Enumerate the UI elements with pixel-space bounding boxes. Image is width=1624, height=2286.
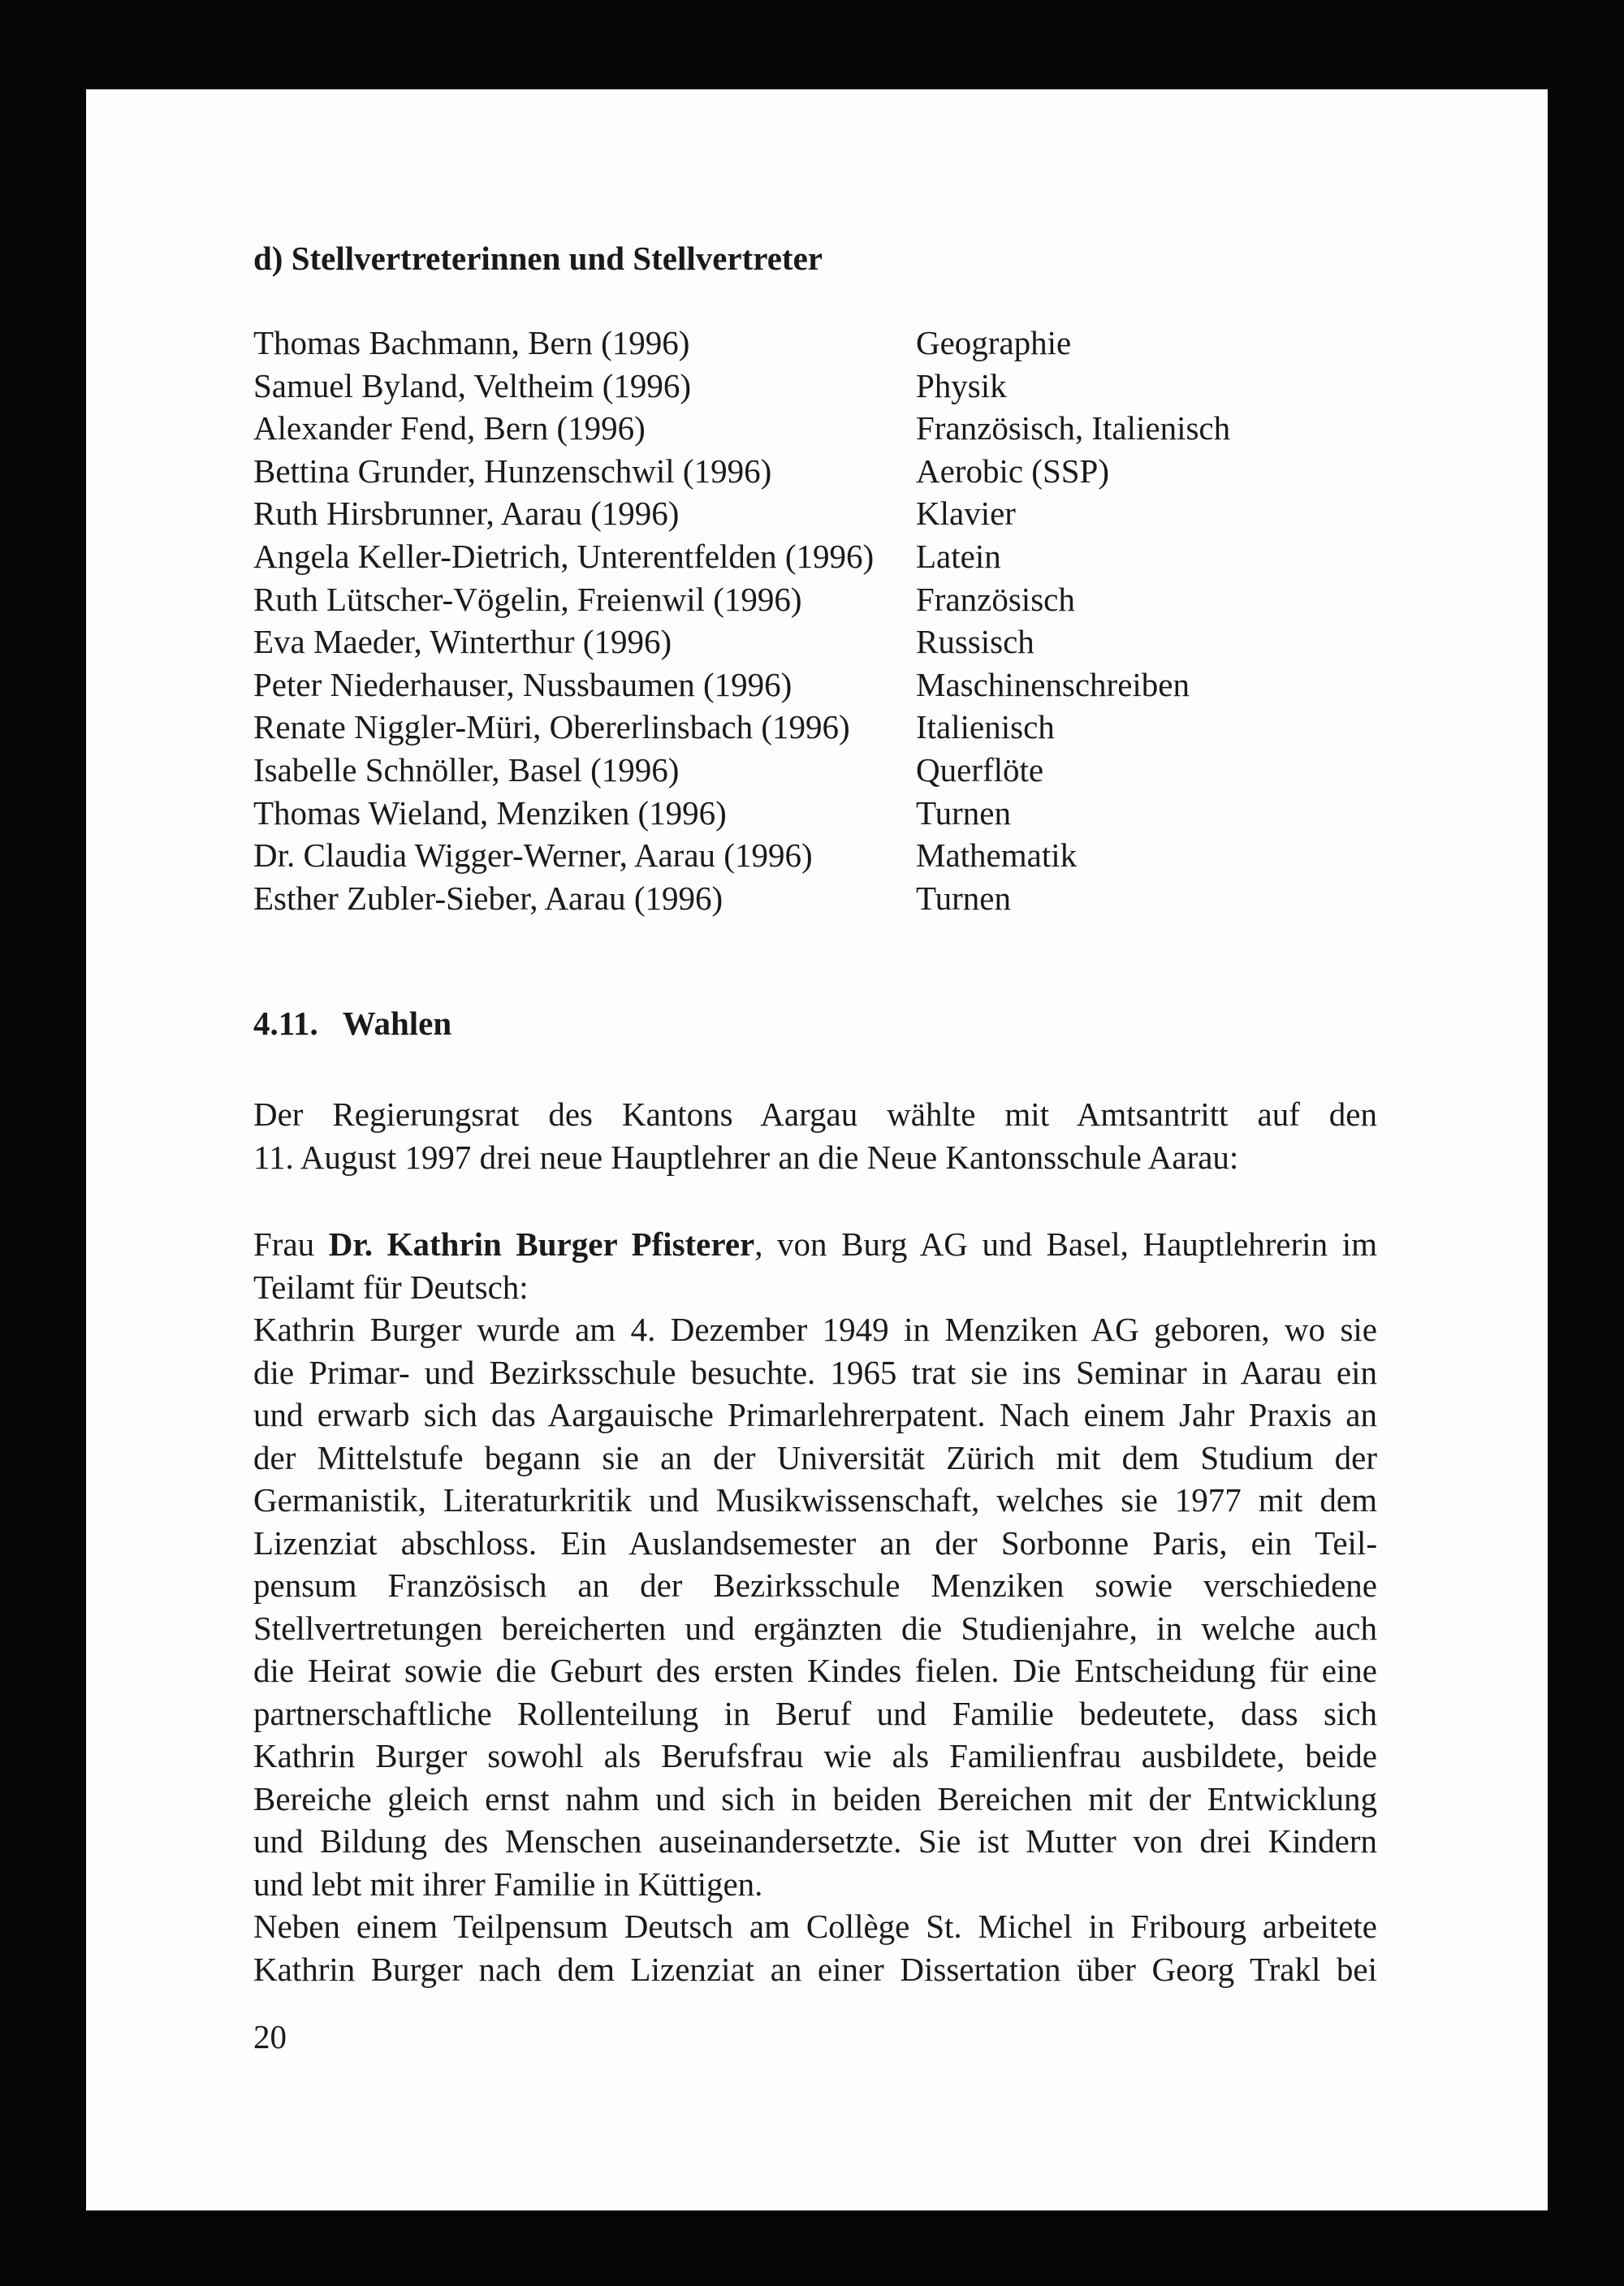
substitute-row [253,492,1390,535]
substitute-row [253,706,1390,749]
person-affiliation: , von Burg AG und Basel, Hauptlehrerin im [754,1225,1377,1263]
text-line: Kathrin Burger wurde am 4. Dezember 1949 in Menziken AG geboren, wo sie [253,1311,1377,1348]
substitute-row [253,407,1390,450]
substitute-subject: Maschinenschreiben [916,665,1190,703]
substitute-name: Ruth Hirsbrunner, Aarau (1996) [253,495,680,533]
substitute-subject: Turnen [916,793,1011,832]
substitute-subject: Turnen [916,879,1011,917]
text-line: und erwarb sich das Aargauische Primarlehrerpatent. Nach einem Jahr Praxis an [253,1396,1377,1433]
substitutes-list [253,322,1390,919]
text-line: Kathrin Burger sowohl als Berufsfrau wie als Familienfrau ausbildete, beide [253,1737,1377,1774]
substitute-subject: Russisch [916,623,1034,661]
substitute-row [253,365,1390,408]
substitute-name: Dr. Claudia Wigger-Werner, Aarau (1996) [253,836,813,875]
substitute-row [253,877,1390,920]
substitute-row [253,792,1390,835]
text-line: partnerschaftliche Rollenteilung in Beruf und Familie bedeutete, dass sich [253,1694,1377,1732]
text-line: Teilamt für Deutsch: [253,1268,529,1306]
substitute-name: Bettina Grunder, Hunzenschwil (1996) [253,452,772,490]
substitute-name: Thomas Bachmann, Bern (1996) [253,324,690,361]
text-line: die Heirat sowie die Geburt des ersten Kindes fielen. Die Entscheidung für eine [253,1652,1377,1689]
substitute-name: Ruth Lütscher-Vögelin, Freienwil (1996) [253,580,802,618]
substitute-subject: Italienisch [916,708,1055,746]
person-line [253,1223,1377,1266]
substitute-name: Renate Niggler-Müri, Obererlinsbach (1996) [253,708,850,746]
substitute-subject: Mathematik [916,836,1078,875]
text-line: Bereiche gleich ernst nahm und sich in beiden Bereichen mit der Entwicklung [253,1779,1377,1817]
substitute-row [253,535,1390,578]
text-line: pensum Französisch an der Bezirksschule Menziken sowie verschiedene [253,1566,1377,1604]
substitute-row [253,834,1390,877]
text-line: Kathrin Burger nach dem Lizenziat an einer Dissertation über Georg Trakl bei [253,1950,1377,1988]
substitute-name: Eva Maeder, Winterthur (1996) [253,623,672,661]
text-line: Lizenziat abschloss. Ein Auslandsemester an der Sorbonne Paris, ein Teil- [253,1523,1377,1562]
substitute-row [253,450,1390,493]
substitute-row [253,663,1390,707]
text-line: und Bildung des Menschen auseinandersetzte. Sie ist Mutter von drei Kindern [253,1822,1377,1860]
substitute-subject: Französisch [916,580,1075,618]
person-name: Dr. Kathrin Burger Pfisterer [328,1225,755,1263]
substitute-name: Esther Zubler-Sieber, Aarau (1996) [253,879,723,917]
substitute-subject: Aerobic (SSP) [916,452,1110,490]
substitute-row [253,620,1390,663]
substitute-row [253,322,1390,365]
substitute-name: Isabelle Schnöller, Basel (1996) [253,750,680,789]
biography-paragraph [253,1223,1377,1990]
substitute-name: Samuel Byland, Veltheim (1996) [253,366,692,404]
text-line: Der Regierungsrat des Kantons Aargau wählte mit Amtsantritt auf den [253,1095,1377,1133]
page-number: 20 [253,2018,287,2055]
substitute-subject: Klavier [916,495,1016,533]
substitute-name: Alexander Fend, Bern (1996) [253,409,646,447]
text-line: und lebt mit ihrer Familie in Küttigen. [253,1865,763,1903]
person-prefix: Frau [253,1225,329,1263]
substitute-row [253,749,1390,792]
substitute-subject: Latein [916,537,1001,575]
substitute-name: Angela Keller-Dietrich, Unterentfelden (1996) [253,537,875,575]
text-line: 11. August 1997 drei neue Hauptlehrer an die Neue Kantonsschule Aarau: [253,1138,1239,1176]
text-line: Neben einem Teilpensum Deutsch am Collège St. Michel in Fribourg arbeitete [253,1908,1377,1945]
text-line: der Mittelstufe begann sie an der Universität Zürich mit dem Studium der [253,1438,1377,1476]
text-line: die Primar- und Bezirksschule besuchte. 1965 trat sie ins Seminar in Aarau ein [253,1353,1377,1391]
text-line: Stellvertretungen bereicherten und ergänzten die Studienjahre, in welche auch [253,1609,1377,1647]
substitute-name: Thomas Wieland, Menziken (1996) [253,793,727,832]
substitute-subject: Querflöte [916,750,1044,789]
substitute-subject: Geographie [916,324,1072,361]
substitute-subject: Physik [916,366,1007,404]
text-line: Germanistik, Literaturkritik und Musikwissenschaft, welches sie 1977 mit dem [253,1481,1377,1519]
intro-paragraph [253,1093,1377,1178]
substitute-subject: Französisch, Italienisch [916,409,1231,447]
section-heading-wahlen: 4.11. Wahlen [253,1005,452,1042]
substitute-name: Peter Niederhauser, Nussbaumen (1996) [253,665,793,703]
section-heading-substitutes: d) Stellvertreterinnen und Stellvertreter [253,240,823,277]
substitute-row [253,578,1390,621]
